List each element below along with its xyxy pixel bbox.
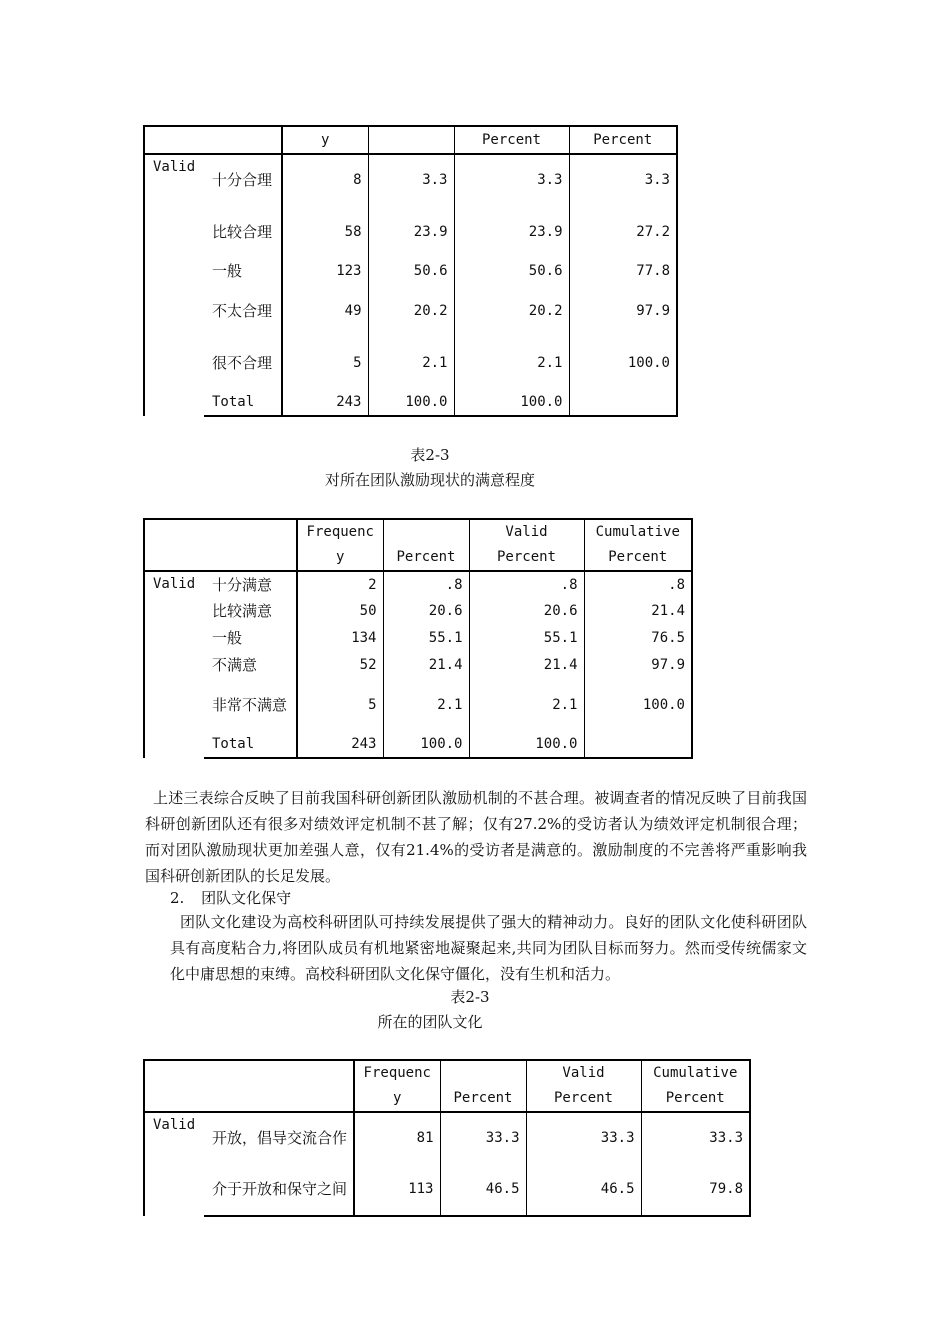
cell-percent: 3.3 bbox=[368, 154, 454, 206]
header-cumulative-percent: Percent bbox=[569, 126, 677, 154]
header-valid-percent: Percent bbox=[454, 126, 569, 154]
cell-valid-percent: 50.6 bbox=[454, 258, 569, 285]
table-row-total bbox=[144, 389, 677, 416]
cell-frequency: 134 bbox=[297, 625, 383, 652]
cell-cumulative-percent: 33.3 bbox=[641, 1112, 750, 1164]
cell-percent: 2.1 bbox=[368, 337, 454, 389]
cell-cumulative-percent bbox=[584, 731, 692, 758]
row-label: 十分合理 bbox=[212, 171, 273, 189]
paragraph-summary: 上述三表综合反映了目前我国科研创新团队激励机制的不甚合理。被调查者的情况反映了目前我国科研创新团队还有很多对绩效评定机制不甚了解；仅有27.2%的受访者认为绩效评定机制很合理；而对团队激励现状更加差强人意，仅有21.4%的受访者是满意的。激励制度的不完善将严重影响我国科研创新团队的长足发展。 bbox=[145, 789, 807, 885]
row-label: 不太合理 bbox=[212, 301, 273, 320]
cell-percent: 100.0 bbox=[368, 389, 454, 416]
table-row bbox=[144, 154, 677, 206]
cell-frequency: 49 bbox=[282, 285, 368, 337]
header-percent bbox=[368, 126, 454, 154]
cell-valid-percent: 20.2 bbox=[454, 285, 569, 337]
paragraph-team-culture: 团队文化建设为高校科研团队可持续发展提供了强大的精神动力。良好的团队文化使科研团队具有高度粘合力,将团队成员有机地紧密地凝聚起来,共同为团队目标而努力。然而受传统儒家文化中庸思想的束缚。高校科研团队文化保守僵化，没有生机和活力。 bbox=[170, 913, 807, 983]
row-label: 不满意 bbox=[212, 656, 258, 674]
cell-percent: 46.5 bbox=[440, 1164, 526, 1216]
cell-cumulative-percent: 27.2 bbox=[569, 206, 677, 258]
header-cumulative-percent: Cumulative Percent bbox=[584, 519, 692, 571]
cell-frequency: 81 bbox=[354, 1112, 440, 1164]
cell-cumulative-percent: .8 bbox=[584, 571, 692, 598]
table-row bbox=[144, 625, 692, 652]
table-row bbox=[144, 598, 692, 625]
cell-cumulative-percent: 3.3 bbox=[569, 154, 677, 206]
cell-percent: 50.6 bbox=[368, 258, 454, 285]
cell-cumulative-percent: 100.0 bbox=[584, 679, 692, 731]
cell-cumulative-percent: 76.5 bbox=[584, 625, 692, 652]
cell-cumulative-percent bbox=[569, 389, 677, 416]
table-row bbox=[144, 652, 692, 679]
cell-cumulative-percent: 21.4 bbox=[584, 598, 692, 625]
header-frequency: Frequency bbox=[297, 519, 383, 571]
cell-frequency: 2 bbox=[297, 571, 383, 598]
cell-percent: 20.2 bbox=[368, 285, 454, 337]
header-percent: Percent bbox=[440, 1060, 526, 1112]
cell-cumulative-percent: 97.9 bbox=[584, 652, 692, 679]
table-row bbox=[144, 206, 677, 258]
cell-valid-percent: 55.1 bbox=[469, 625, 584, 652]
cell-cumulative-percent: 77.8 bbox=[569, 258, 677, 285]
cell-frequency: 52 bbox=[297, 652, 383, 679]
cell-valid-percent: 33.3 bbox=[526, 1112, 641, 1164]
cell-valid-percent: 46.5 bbox=[526, 1164, 641, 1216]
cell-cumulative-percent: 97.9 bbox=[569, 285, 677, 337]
cell-cumulative-percent: 79.8 bbox=[641, 1164, 750, 1216]
table-2 bbox=[143, 518, 693, 759]
table-1 bbox=[143, 125, 678, 417]
cell-valid-percent: 21.4 bbox=[469, 652, 584, 679]
cell-percent: 33.3 bbox=[440, 1112, 526, 1164]
table-row bbox=[144, 571, 692, 598]
cell-frequency: 58 bbox=[282, 206, 368, 258]
table-header-row bbox=[144, 126, 677, 154]
cell-frequency: 123 bbox=[282, 258, 368, 285]
row-label: Total bbox=[204, 731, 297, 758]
header-valid-percent: Valid Percent bbox=[469, 519, 584, 571]
valid-label: Valid bbox=[144, 154, 204, 416]
table-header-row bbox=[144, 519, 692, 571]
header-valid-percent: Valid Percent bbox=[526, 1060, 641, 1112]
cell-valid-percent: .8 bbox=[469, 571, 584, 598]
header-cumulative-percent: Cumulative Percent bbox=[641, 1060, 750, 1112]
cell-valid-percent: 3.3 bbox=[454, 154, 569, 206]
header-frequency: y bbox=[282, 126, 368, 154]
table-3 bbox=[143, 1059, 751, 1217]
cell-valid-percent: 2.1 bbox=[469, 679, 584, 731]
cell-percent: .8 bbox=[383, 571, 469, 598]
row-label: 十分满意 bbox=[212, 575, 273, 594]
table-row-total bbox=[144, 731, 692, 758]
cell-frequency: 113 bbox=[354, 1164, 440, 1216]
cell-frequency: 8 bbox=[282, 154, 368, 206]
cell-frequency: 5 bbox=[282, 337, 368, 389]
row-label: 一般 bbox=[212, 629, 243, 647]
cell-valid-percent: 100.0 bbox=[469, 731, 584, 758]
table-3-caption-number: 表2-3 bbox=[450, 988, 490, 1006]
table-row bbox=[144, 1164, 750, 1216]
cell-frequency: 243 bbox=[297, 731, 383, 758]
row-label: 比较合理 bbox=[212, 222, 273, 241]
cell-valid-percent: 2.1 bbox=[454, 337, 569, 389]
cell-frequency: 5 bbox=[297, 679, 383, 731]
table-row bbox=[144, 679, 692, 731]
table-header-row bbox=[144, 1060, 750, 1112]
section-title: 团队文化保守 bbox=[201, 889, 292, 907]
cell-percent: 2.1 bbox=[383, 679, 469, 731]
cell-percent: 21.4 bbox=[383, 652, 469, 679]
table-row bbox=[144, 258, 677, 285]
table-3-caption-title: 所在的团队文化 bbox=[377, 1013, 483, 1031]
cell-valid-percent: 23.9 bbox=[454, 206, 569, 258]
row-label: Total bbox=[204, 389, 282, 416]
cell-percent: 20.6 bbox=[383, 598, 469, 625]
row-label: 很不合理 bbox=[212, 353, 273, 372]
valid-label: Valid bbox=[144, 571, 204, 758]
cell-frequency: 243 bbox=[282, 389, 368, 416]
cell-cumulative-percent: 100.0 bbox=[569, 337, 677, 389]
table-row bbox=[144, 337, 677, 389]
header-frequency: Frequency bbox=[354, 1060, 440, 1112]
row-label: 比较满意 bbox=[212, 602, 273, 620]
cell-valid-percent: 100.0 bbox=[454, 389, 569, 416]
cell-percent: 55.1 bbox=[383, 625, 469, 652]
cell-percent: 100.0 bbox=[383, 731, 469, 758]
table-row bbox=[144, 1112, 750, 1164]
row-label: 介于开放和保守之间 bbox=[204, 1164, 354, 1216]
table-2-caption-title: 对所在团队激励现状的满意程度 bbox=[324, 471, 535, 489]
cell-valid-percent: 20.6 bbox=[469, 598, 584, 625]
section-number: 2. bbox=[170, 889, 185, 907]
row-label: 非常不满意 bbox=[212, 695, 288, 714]
table-2-caption-number: 表2-3 bbox=[410, 446, 450, 464]
cell-frequency: 50 bbox=[297, 598, 383, 625]
cell-percent: 23.9 bbox=[368, 206, 454, 258]
valid-label: Valid bbox=[144, 1112, 204, 1216]
section-heading bbox=[170, 885, 570, 911]
row-label: 开放，倡导交流合作 bbox=[212, 1129, 348, 1147]
table-row bbox=[144, 285, 677, 337]
header-percent: Percent bbox=[383, 519, 469, 571]
row-label: 一般 bbox=[212, 262, 243, 280]
